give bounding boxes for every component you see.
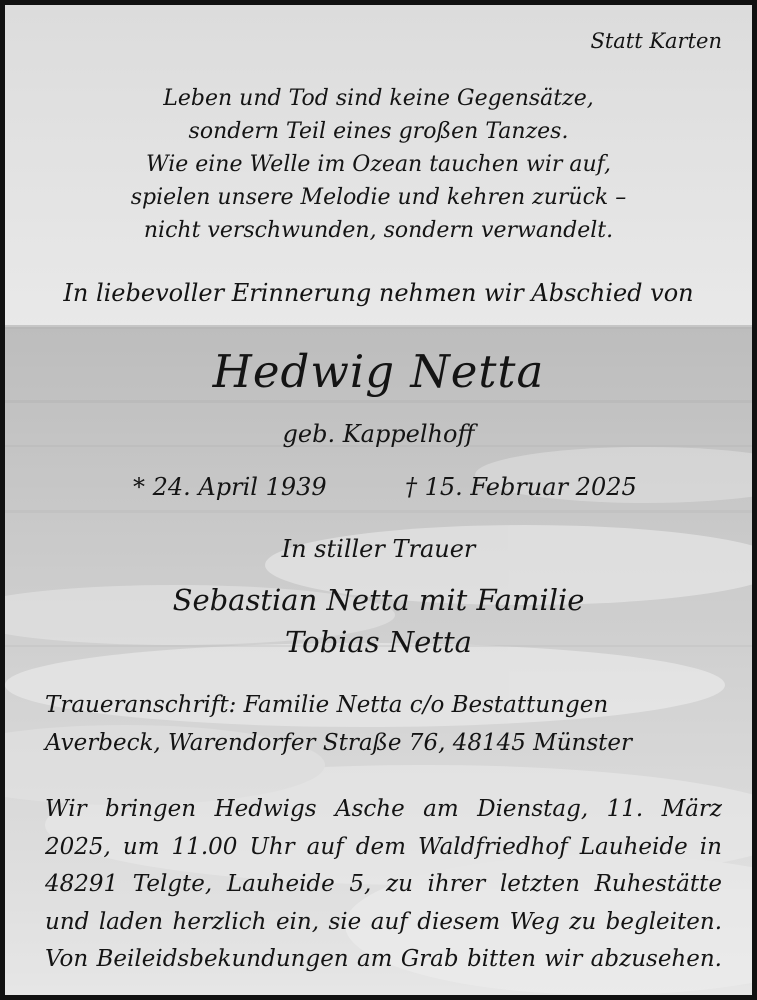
ceremony-word: begleiten.: [605, 908, 722, 935]
ceremony-word: Asche: [334, 796, 405, 822]
ceremony-word: abzusehen.: [590, 946, 722, 972]
mourning-heading: In stiller Trauer: [281, 535, 476, 563]
ceremony-word: herzlich: [172, 908, 267, 935]
maiden-name: geb. Kappelhoff: [282, 420, 475, 448]
ceremony-paragraph: [45, 791, 722, 979]
funeral-address-line: Averbeck, Warendorfer Straße 76, 48145 Münster: [45, 730, 633, 756]
intro-text: In liebevoller Erinnerung nehmen wir Abschied von: [63, 279, 694, 307]
ceremony-word: Von: [45, 946, 89, 972]
ceremony-word: Uhr: [249, 833, 295, 860]
poem-line: Wie eine Welle im Ozean tauchen wir auf,: [145, 152, 612, 177]
ceremony-line: [45, 866, 722, 904]
ceremony-word: ein,: [275, 908, 320, 935]
ceremony-word: Beileidsbekundungen: [96, 946, 349, 972]
ceremony-word: auf: [306, 833, 344, 860]
ceremony-word: Lauheide: [226, 871, 335, 897]
ceremony-line: [45, 904, 722, 942]
birth-date: * 24. April 1939: [133, 473, 327, 501]
mourner-family-sebastian: Sebastian Netta mit Familie: [172, 583, 585, 617]
ceremony-word: letzten: [499, 871, 580, 897]
ceremony-word: Wir: [45, 796, 87, 822]
deceased-name: Hedwig Netta: [212, 345, 545, 398]
ceremony-word: sie: [328, 908, 362, 935]
death-date: † 15. Februar 2025: [405, 473, 637, 501]
ceremony-word: auf: [370, 908, 408, 935]
ceremony-word: bringen: [105, 796, 197, 822]
ceremony-word: 11.00: [171, 833, 238, 860]
mourner-tobias: Tobias Netta: [285, 625, 472, 659]
ceremony-word: am: [423, 796, 459, 822]
statt-karten-label: Statt Karten: [590, 29, 722, 53]
ceremony-word: Ruhestätte: [594, 871, 722, 897]
ceremony-word: 5,: [349, 871, 372, 897]
ceremony-line: [45, 941, 722, 979]
ceremony-line: [45, 829, 722, 867]
poem-line: sondern Teil eines großen Tanzes.: [188, 119, 569, 144]
ceremony-line: [45, 791, 722, 829]
ceremony-word: in: [699, 833, 722, 860]
ceremony-word: laden: [98, 908, 164, 935]
ceremony-word: Telgte,: [132, 871, 213, 897]
life-dates: [5, 473, 752, 509]
poem-line: spielen unsere Melodie und kehren zurück –: [130, 185, 627, 210]
ceremony-word: um: [122, 833, 160, 860]
ceremony-word: diesem: [417, 908, 501, 935]
ceremony-word: Weg: [509, 908, 560, 935]
ceremony-word: Lauheide: [579, 833, 688, 860]
ceremony-word: März: [661, 796, 722, 822]
poem-line: Leben und Tod sind keine Gegensätze,: [163, 86, 594, 111]
ceremony-word: ihrer: [427, 871, 486, 897]
ceremony-word: dem: [355, 833, 406, 860]
ceremony-word: Hedwigs: [214, 796, 317, 822]
ceremony-word: wir: [544, 946, 583, 972]
ceremony-word: Grab: [400, 946, 459, 972]
ceremony-word: 2025,: [45, 833, 111, 860]
ceremony-word: Dienstag,: [477, 796, 589, 822]
ceremony-word: und: [45, 908, 90, 935]
ceremony-word: zu: [385, 871, 413, 897]
ceremony-word: 11.: [606, 796, 644, 822]
ceremony-word: am: [356, 946, 393, 972]
ceremony-word: bitten: [466, 946, 536, 972]
ceremony-word: zu: [569, 908, 597, 935]
poem-line: nicht verschwunden, sondern verwandelt.: [143, 218, 614, 243]
poem: [5, 82, 752, 247]
ceremony-word: 48291: [45, 871, 119, 897]
ceremony-word: Waldfriedhof: [417, 833, 568, 860]
funeral-address-line: Traueranschrift: Familie Netta c/o Bestattungen: [45, 692, 609, 718]
